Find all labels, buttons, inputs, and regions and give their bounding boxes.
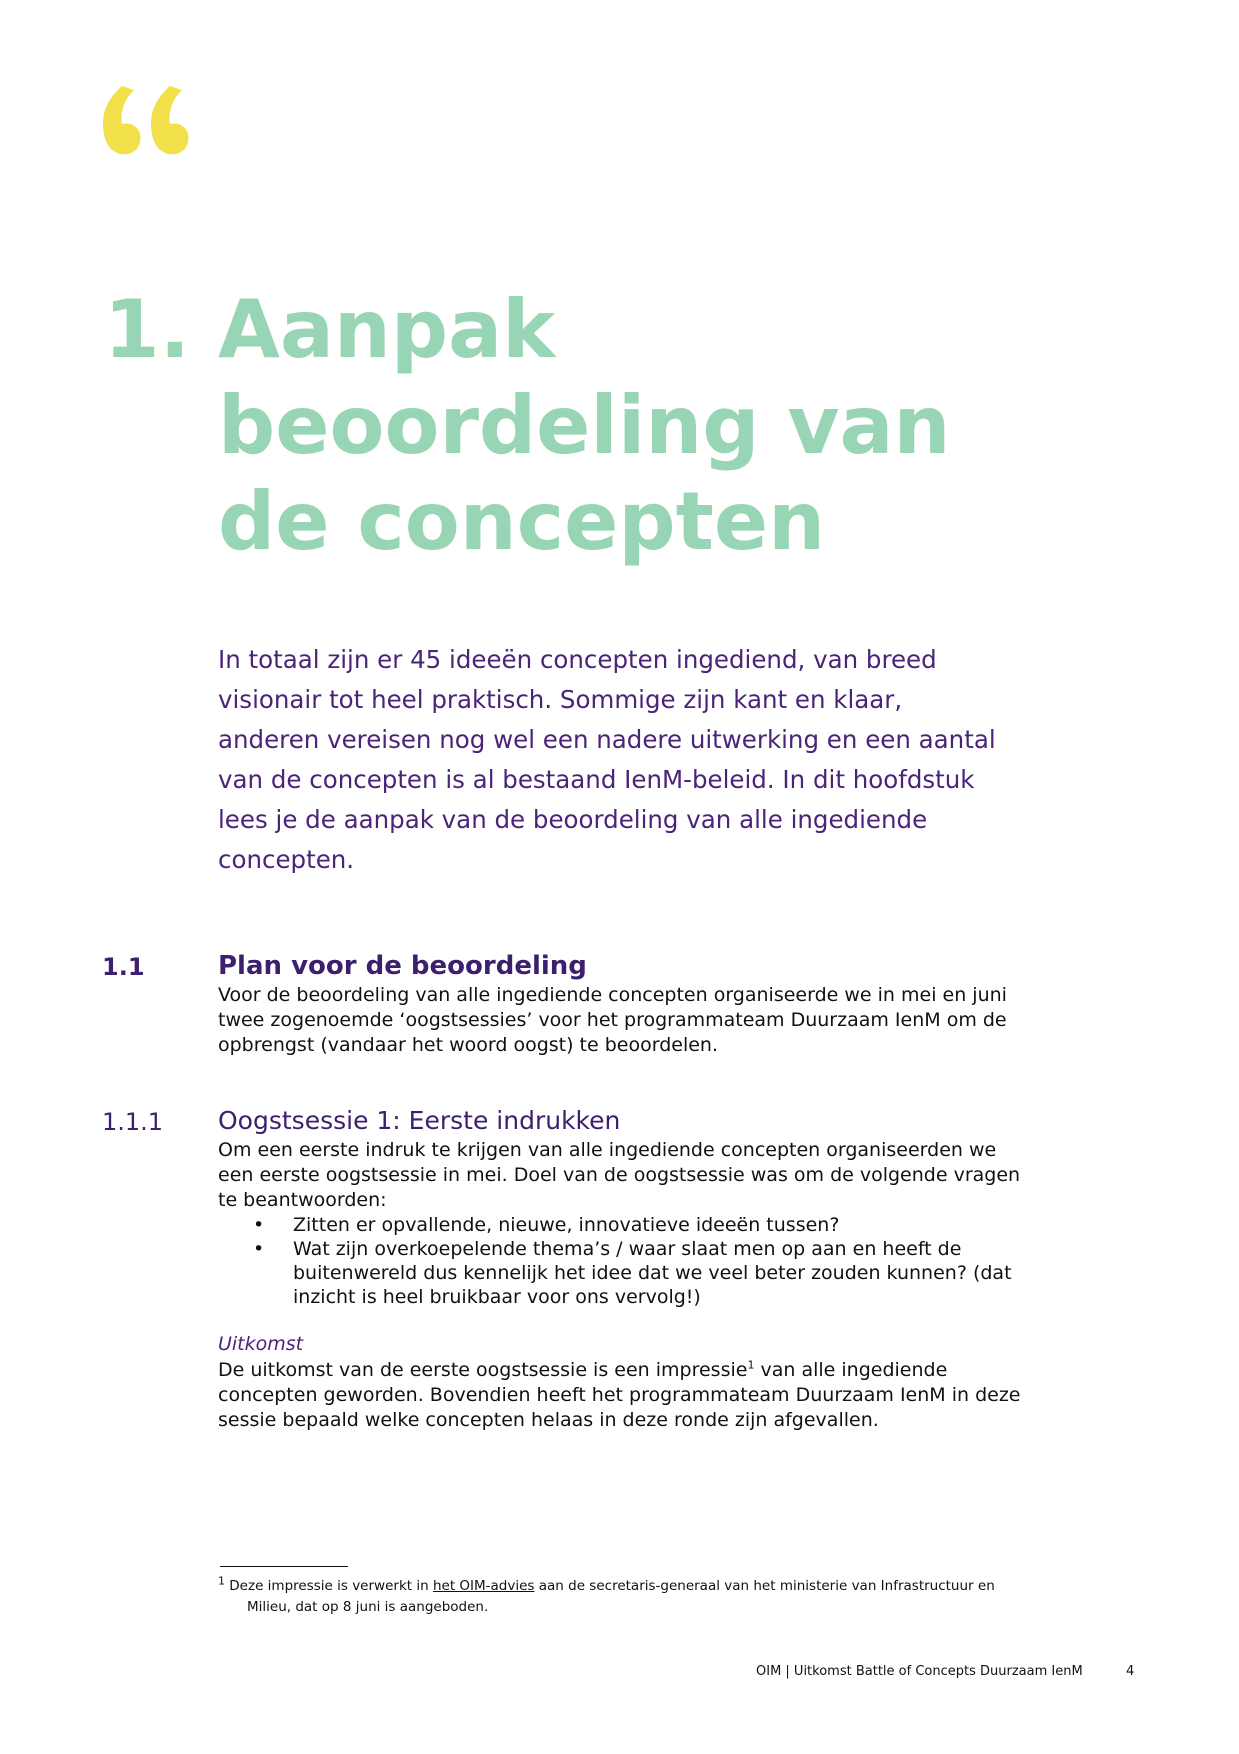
paragraph-line: Voor de beoordeling van alle ingediende concepten organiseerde we in mei en juni — [218, 984, 1007, 1006]
intro-line: anderen vereisen nog wel een nadere uitwerking en een aantal — [218, 725, 996, 754]
result-text: van alle ingediende — [754, 1359, 948, 1381]
subsection-number: 1.1.1 — [102, 1108, 164, 1136]
paragraph-line: concepten geworden. Bovendien heeft het programmateam Duurzaam IenM in deze — [218, 1384, 1021, 1406]
section-number: 1.1 — [102, 953, 145, 981]
intro-line: van de concepten is al bestaand IenM-beleid. In dit hoofdstuk — [218, 765, 975, 794]
bullet-dot: • — [253, 1214, 265, 1236]
paragraph-line: te beantwoorden: — [218, 1189, 387, 1211]
result-label: Uitkomst — [218, 1333, 304, 1355]
paragraph-line: Om een eerste indruk te krijgen van alle ingediende concepten organiseerden we — [218, 1139, 997, 1161]
footnote-text: aan de secretaris-generaal van het ministerie van Infrastructuur en — [534, 1578, 995, 1594]
page-footer: OIM | Uitkomst Battle of Concepts Duurzaam IenM — [756, 1664, 1083, 1679]
list-item-text: Wat zijn overkoepelende thema’s / waar slaat men op aan en heeft de — [293, 1238, 962, 1260]
result-text: De uitkomst van de eerste oogstsessie is een impressie — [218, 1359, 748, 1381]
chapter-title-line: de concepten — [218, 475, 826, 568]
result-paragraph — [218, 1358, 1038, 1433]
paragraph-line: sessie bepaald welke concepten helaas in deze ronde zijn afgevallen. — [218, 1409, 879, 1431]
intro-line: visionair tot heel praktisch. Sommige zijn kant en klaar, — [218, 685, 903, 714]
intro-paragraph — [218, 640, 1038, 880]
subsection-title: Oogstsessie 1: Eerste indrukken — [218, 1106, 621, 1135]
footnote-reference[interactable]: 1 — [747, 1358, 755, 1372]
left-double-quote-icon — [100, 86, 195, 156]
list-item — [253, 1237, 1053, 1309]
list-item — [253, 1213, 1053, 1237]
chapter-number: 1. — [104, 283, 191, 376]
list-item-text: buitenwereld dus kennelijk het idee dat we veel beter zouden kunnen? (dat — [293, 1262, 1012, 1284]
chapter-title-line: beoordeling van — [218, 379, 951, 472]
intro-line: In totaal zijn er 45 ideeën concepten ingediend, van breed — [218, 645, 937, 674]
section-title: Plan voor de beoordeling — [218, 951, 587, 981]
subsection-paragraph — [218, 1138, 1038, 1213]
list-item-text: inzicht is heel bruikbaar voor ons vervolg!) — [293, 1286, 701, 1308]
oim-advies-link[interactable]: het OIM-advies — [432, 1578, 535, 1594]
paragraph-line: een eerste oogstsessie in mei. Doel van de oogstsessie was om de volgende vragen — [218, 1164, 1021, 1186]
footnote-text: Deze impressie is verwerkt in — [225, 1578, 433, 1594]
paragraph-line — [218, 1358, 1038, 1383]
paragraph-line: twee zogenoemde ‘oogstsessies’ voor het programmateam Duurzaam IenM om de — [218, 1009, 1007, 1031]
bullet-dot: • — [253, 1238, 265, 1260]
intro-line: concepten. — [218, 845, 355, 874]
chapter-title-line: Aanpak — [218, 283, 556, 376]
bullet-list — [253, 1213, 1053, 1309]
footnote-marker: 1 — [218, 1574, 225, 1588]
footnote — [218, 1576, 1038, 1618]
page-number: 4 — [1126, 1664, 1135, 1679]
chapter-title — [218, 282, 1038, 570]
list-item-text: Zitten er opvallende, nieuwe, innovatieve ideeën tussen? — [293, 1214, 840, 1236]
footnote-divider — [220, 1566, 348, 1567]
footnote-line — [218, 1576, 1038, 1597]
footnote-line: Milieu, dat op 8 juni is aangeboden. — [247, 1599, 489, 1615]
paragraph-line: opbrengst (vandaar het woord oogst) te beoordelen. — [218, 1034, 719, 1056]
intro-line: lees je de aanpak van de beoordeling van alle ingediende — [218, 805, 928, 834]
section-paragraph — [218, 983, 1038, 1058]
